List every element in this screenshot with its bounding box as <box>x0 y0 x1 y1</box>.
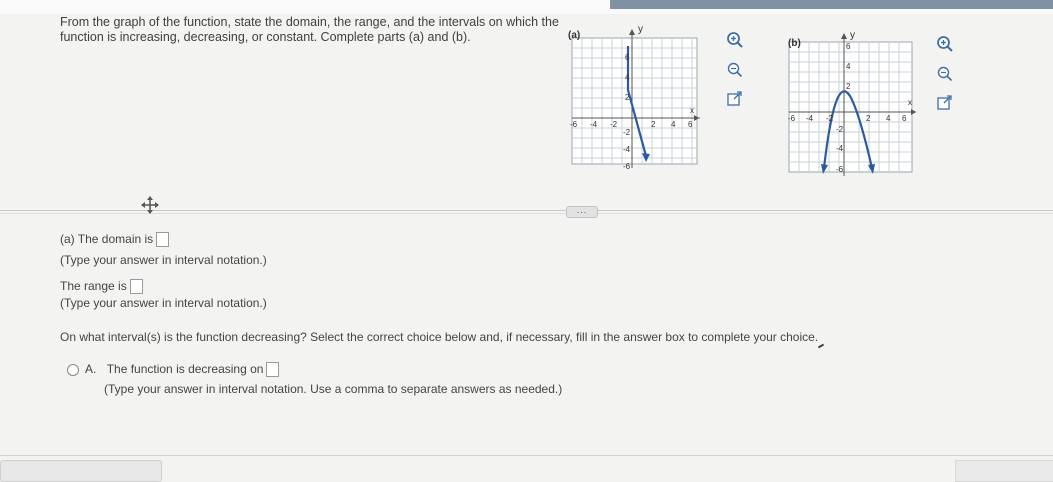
graph-a-tick-y-4: 4 <box>625 73 630 82</box>
graph-a-tick-x-neg4: -4 <box>590 120 598 129</box>
graph-a-tick-y-neg4: -4 <box>623 145 631 154</box>
graph-b-tick-y-6: 6 <box>846 42 851 51</box>
graph-b-tick-x-4: 4 <box>886 114 891 123</box>
range-answer-box[interactable] <box>130 279 143 294</box>
graph-a-label: (a) <box>568 30 581 41</box>
graph-b-tick-y-2: 2 <box>846 82 851 91</box>
graph-b-tick-x-neg4: -4 <box>806 114 814 123</box>
graph-b-tick-y-4: 4 <box>846 62 851 71</box>
cursor-mark <box>818 344 824 349</box>
graph-b-x-axis-label: x <box>908 98 912 107</box>
decreasing-answer-box[interactable] <box>266 362 279 377</box>
move-icon[interactable] <box>141 196 159 214</box>
graph-b-tick-x-2: 2 <box>866 114 871 123</box>
top-accent-bar <box>610 0 1053 9</box>
graph-a <box>568 24 700 178</box>
graph-a-y-axis-label: y <box>638 24 643 35</box>
zoom-in-icon[interactable] <box>726 31 744 49</box>
graph-a-tick-x-6: 6 <box>688 120 693 129</box>
range-row <box>60 279 143 294</box>
graph-a-x-axis-label: x <box>690 106 694 115</box>
decreasing-question: On what interval(s) is the function decreasing? Select the correct choice below and, if necessary, fill in the answer box to complete your choice. <box>60 330 819 344</box>
graph-b-label: (b) <box>788 38 801 49</box>
bottom-divider <box>0 455 1053 456</box>
domain-label: (a) The domain is <box>60 232 154 246</box>
choice-a-radio[interactable] <box>67 364 79 376</box>
graph-a-tick-y-neg6: -6 <box>623 162 631 171</box>
graph-b <box>784 32 916 178</box>
graph-b-tick-y-neg6: -6 <box>836 165 844 174</box>
bottom-left-button[interactable] <box>0 460 162 482</box>
graph-a-tick-x-neg6: -6 <box>570 120 578 129</box>
graph-b-tick-y-neg2: -2 <box>836 125 844 134</box>
graph-b-tick-y-neg4: -4 <box>836 144 844 153</box>
range-hint: (Type your answer in interval notation.) <box>60 296 267 310</box>
choice-a-text: The function is decreasing on <box>106 362 264 376</box>
graph-b-y-axis-label: y <box>850 30 855 41</box>
range-label: The range is <box>60 279 127 293</box>
choice-a-prefix: A. <box>85 362 97 376</box>
domain-hint: (Type your answer in interval notation.) <box>60 253 267 267</box>
graph-a-tick-x-2: 2 <box>651 120 656 129</box>
graph-b-tick-x-neg2: -2 <box>826 114 834 123</box>
graph-a-tick-y-6: 6 <box>625 53 630 62</box>
bottom-right-button[interactable] <box>955 460 1053 482</box>
graph-b-svg <box>784 32 916 178</box>
zoom-out-icon[interactable] <box>936 65 954 83</box>
graph-b-tick-x-6: 6 <box>902 114 907 123</box>
popout-icon[interactable] <box>936 94 954 112</box>
graph-a-tick-x-4: 4 <box>671 120 676 129</box>
choice-a-row <box>67 362 279 377</box>
popout-icon[interactable] <box>726 90 744 108</box>
graph-a-tick-x-neg2: -2 <box>610 120 618 129</box>
graph-b-tick-x-neg6: -6 <box>788 114 796 123</box>
more-button[interactable]: ... <box>566 206 598 218</box>
graph-a-svg <box>568 28 700 178</box>
domain-row <box>60 232 169 247</box>
graph-a-tick-y-neg2: -2 <box>623 128 631 137</box>
zoom-out-icon[interactable] <box>726 61 744 79</box>
zoom-in-icon[interactable] <box>936 35 954 53</box>
choice-a-hint: (Type your answer in interval notation. Use a comma to separate answers as needed.) <box>104 382 563 396</box>
domain-answer-box[interactable] <box>156 232 169 247</box>
question-text: From the graph of the function, state the domain, the range, and the intervals on which the function is increasing, decreasing, or constant. Complete parts (a) and (b). <box>60 15 559 44</box>
graph-a-tick-y-2: 2 <box>625 93 630 102</box>
